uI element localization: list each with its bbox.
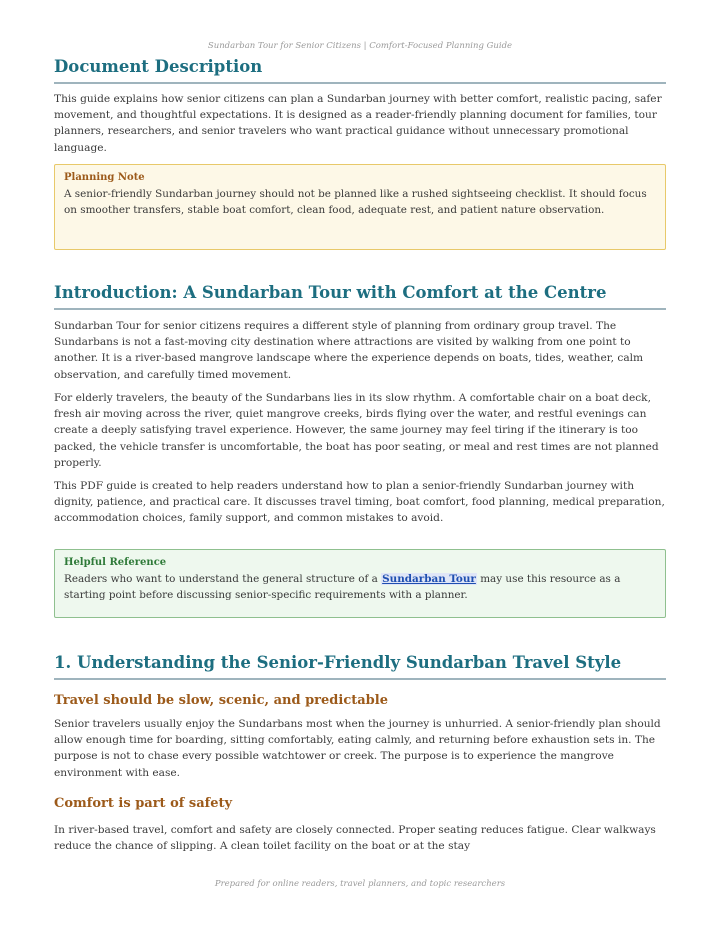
introduction-paragraph-3: This PDF guide is created to help readers understand how to plan a senior-friendly Sundarban journey with dignity, patience, and practical care. It discusses travel timing, boat comfort, food planning, medical preparation, accommodation choices, family support, and common mistakes to avoid.	[54, 480, 665, 525]
helpful-reference-text	[64, 571, 656, 603]
introduction-paragraph-2: For elderly travelers, the beauty of the Sundarbans lies in its slow rhythm. A comfortable chair on a boat deck, fresh air moving across the river, quiet mangrove creeks, birds flying over the water, and restful evenings can create a deeply satisfying travel experience. However, the same journey may feel tiring if the itinerary is too packed, the vehicle transfer is uncomfortable, the boat has poor seating, or meal and rest times are not planned properly.	[54, 392, 659, 469]
section-1-subheading-2-text: In river-based travel, comfort and safety are closely connected. Proper seating reduces fatigue. Clear walkways reduce the chance of slipping. A clean toilet facility on the boat or at the stay	[54, 824, 656, 853]
helpful-reference-box	[54, 549, 666, 618]
section-1-subheading-2: Comfort is part of safety	[54, 796, 233, 811]
helpful-reference-text-before: Readers who want to understand the general structure of a	[64, 573, 382, 585]
document-description-heading: Document Description	[54, 57, 666, 84]
section-1-subheading-1-text: Senior travelers usually enjoy the Sundarbans most when the journey is unhurried. A senior-friendly plan should allow enough time for boarding, sitting comfortably, eating calmly, and returning before exhaustion sets in. The purpose is not to chase every possible watchtower or creek. The purpose is to experience the mangrove environment with ease.	[54, 718, 661, 779]
section-1-heading: 1. Understanding the Senior-Friendly Sundarban Travel Style	[54, 653, 666, 680]
planning-note-text: A senior-friendly Sundarban journey should not be planned like a rushed sightseeing checklist. It should focus on smoother transfers, stable boat comfort, clean food, adequate rest, and patient nature observation.	[64, 188, 647, 217]
sundarban-tour-link[interactable]: Sundarban Tour	[382, 573, 476, 585]
helpful-reference-title: Helpful Reference	[64, 557, 167, 568]
introduction-paragraph-1: Sundarban Tour for senior citizens requires a different style of planning from ordinary group travel. The Sundarbans is not a fast-moving city destination where attractions are visited by walking from one point to another. It is a river-based mangrove landscape where the experience depends on boats, tides, weather, calm observation, and carefully timed movement.	[54, 320, 644, 381]
helpful-reference-text-after: may use this resource as a starting point before discussing senior-specific requirements with a planner.	[64, 573, 621, 602]
section-1-subheading-1: Travel should be slow, scenic, and predictable	[54, 693, 388, 708]
introduction-heading: Introduction: A Sundarban Tour with Comfort at the Centre	[54, 283, 666, 310]
planning-note-box	[54, 164, 666, 250]
document-description-paragraph: This guide explains how senior citizens can plan a Sundarban journey with better comfort, realistic pacing, safer movement, and thoughtful expectations. It is designed as a reader-friendly planning document for families, tour planners, researchers, and senior travelers who want practical guidance without unnecessary promotional language.	[54, 93, 662, 154]
planning-note-title: Planning Note	[64, 172, 145, 183]
running-header: Sundarban Tour for Senior Citizens | Comfort-Focused Planning Guide	[207, 41, 513, 51]
page-footer: Prepared for online readers, travel planners, and topic researchers	[214, 879, 506, 889]
